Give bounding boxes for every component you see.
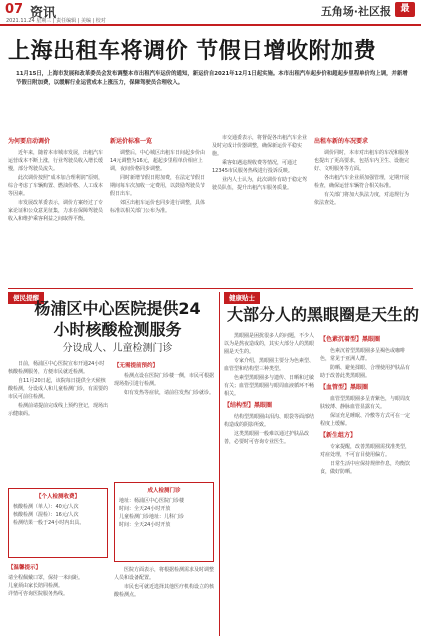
story2-paragraph: 日前，杨浦区中心医院宣布开通24小时核酸检测服务，方便市民就近检测。 xyxy=(8,361,105,375)
main-headline: 上海出租车将调价 节假日增收附加费 xyxy=(8,39,377,64)
story1-column-1 xyxy=(8,134,106,286)
story3-paragraph: 保证充足睡眠、冷敷等方式可在一定程度上缓解。 xyxy=(320,413,411,427)
story1-column-2 xyxy=(110,134,208,286)
lead-paragraph: 11月15日，上海市发展和改革委员会发布调整本市出租汽车运价的通知，新运价自2021年12月1日起实施。本市出租汽车起步价和超起步里程单价均上调，并新增节假日附加费，以缓解行业运营成本上涨压力，保障驾驶员合理收入。 xyxy=(16,71,408,86)
clinic-box-line: 地址：杨浦区中心医院门诊楼 xyxy=(119,498,185,504)
masthead-meta: 2021.11.24 星期三 | 责任编辑 | 美编 | 校对 xyxy=(6,18,106,24)
story2-column-2 xyxy=(114,360,214,400)
page-number: 07 xyxy=(5,2,24,17)
story1-column-4 xyxy=(314,134,413,286)
clinic-box-line: 时间：全天24小时开放 xyxy=(119,522,171,528)
price-box-line: 核酸检测（混检）：16元/人次 xyxy=(13,512,79,518)
story1-paragraph: 同时新增节假日附加费，在法定节假日期间每车次加收一定费用，以鼓励驾驶员节假日出车。 xyxy=(110,175,206,197)
story2-tips xyxy=(8,562,108,634)
story2-paragraph: 检测点设在医院门诊楼一侧，市民可根据现场指引进行检测。 xyxy=(114,373,214,387)
brand-seal: 最 xyxy=(395,2,415,17)
story1-subhead-1: 为何要启动调价 xyxy=(8,138,51,145)
price-box-line: 核酸检测（单人）：40元/人次 xyxy=(13,504,79,510)
story2-paragraph: 自11月20日起，该院每日提供全天候核酸检测，分设成人和儿童检测门诊，有需要的市民可前往检测。 xyxy=(8,378,108,400)
tips-line: 详情可咨询医院服务热线。 xyxy=(8,591,69,597)
price-box-title: 【个人检测收费】 xyxy=(35,494,80,500)
story3-paragraph: 色素型黑眼圈多与遗传、日晒和过敏有关；血管型黑眼圈与眼周血液循环不畅相关。 xyxy=(224,375,315,397)
story1-paragraph: 近年来，随着本市城市发展，出租汽车运营成本不断上涨，行业驾驶员收入增长缓慢，部分驾驶员流失。 xyxy=(8,150,104,172)
story3-subhead: 【色素沉着型】黑眼圈 xyxy=(320,336,381,343)
story2-clinic-box xyxy=(114,482,214,562)
story3-section-bar: 健康贴士 xyxy=(224,292,260,304)
column-divider xyxy=(219,292,220,636)
story3-paragraph: 黑眼圈是困扰很多人的问题，不少人以为是熬夜造成的，其实大部分人的黑眼圈是天生的。 xyxy=(224,333,315,355)
tips-line: 儿童须由家长陪同检测。 xyxy=(8,583,64,589)
story1-paragraph: 调价同时，本市对出租车的车况和服务也提出了更高要求，包括车内卫生、设施完好、文明服务等方面。 xyxy=(314,150,410,172)
price-box-line: 检测结果一般于24小时内出具。 xyxy=(13,520,85,526)
story1-subhead-3: 出租车新的车况要求 xyxy=(314,138,369,145)
clinic-box-line: 儿童检测门诊地址：儿科门诊 xyxy=(119,514,185,520)
story1-paragraph: 此次调价按照“成本加合理利润”原则，综合考虑了车辆购置、燃油价格、人工成本等因素。 xyxy=(8,175,104,197)
clinic-box-line: 时间：全天24小时开放 xyxy=(119,506,171,512)
section-divider xyxy=(8,288,413,289)
story3-headline: 大部分人的黑眼圈是天生的 xyxy=(227,305,420,324)
story3-paragraph: 日常生活中应保持规律作息，均衡饮食，做好防晒。 xyxy=(320,461,411,475)
story1-paragraph: 有关部门将加大执法力度，对违规行为依法查处。 xyxy=(314,192,410,206)
story3-paragraph: 血管型黑眼圈多呈青紫色，与眼周皮肤较薄、静脉血管显露有关。 xyxy=(320,396,411,410)
clinic-box-title: 成人检测门诊 xyxy=(147,488,181,494)
newspaper-brand: 五角场·社区报 xyxy=(320,5,391,18)
story3-paragraph: 专家提醒，改善黑眼圈需找准类型，对症处理，不可盲目使用偏方。 xyxy=(320,444,411,458)
story3-subhead: 【新生组方】 xyxy=(320,432,357,439)
story3-paragraph: 结构型黑眼圈由泪沟、眼袋等面部结构造成的阴影所致。 xyxy=(224,414,315,428)
story2-paragraph: 市民也可就近选择其他医疗机构设立的核酸检测点。 xyxy=(114,584,214,598)
story2-tag: 【无需提前预约】 xyxy=(114,363,159,369)
story1-paragraph: 市发展改革委表示，调价方案经过了专家论证和公众意见征集，力求在保障驾驶员收入和维护乘客利益之间取得平衡。 xyxy=(8,200,104,222)
story3-paragraph: 专家介绍，黑眼圈主要分为色素型、血管型和结构型三种类型。 xyxy=(224,358,315,372)
story3-column-1 xyxy=(224,332,316,632)
section-name: 资讯 xyxy=(30,6,57,21)
story1-column-3 xyxy=(212,134,310,286)
story2-paragraph: 检测前请提前完成线上预约登记，现场出示健康码。 xyxy=(8,403,108,417)
story1-paragraph: 各出租汽车企业须加强管理，定期开展检查，确保运营车辆符合相关标准。 xyxy=(314,175,410,189)
story1-paragraph: 乘客如遇违规收费等情况，可通过12345市民服务热线进行投诉反映。 xyxy=(212,160,298,174)
story2-column-1 xyxy=(8,360,108,485)
tips-title: 【温馨提示】 xyxy=(8,565,42,571)
story2-paragraph: 医院方面表示，将根据检测需求及时调整人员和设备配置。 xyxy=(114,567,214,581)
story2-subheadline: 分设成人、儿童检测门诊 xyxy=(62,343,173,354)
story3-paragraph: 防晒、避免揉眼、合理使用护肤品有助于改善此类黑眼圈。 xyxy=(320,365,411,379)
story3-subhead: 【血管型】黑眼圈 xyxy=(320,384,369,391)
story1-subhead-2: 新运价标准一览 xyxy=(110,138,153,145)
story3-subhead: 【结构型】黑眼圈 xyxy=(224,402,273,409)
story3-paragraph: 这类黑眼圈一般难以通过护肤品改善，必要时可咨询专业医生。 xyxy=(224,431,310,445)
story1-paragraph: 业内人士认为，此次调价有助于稳定驾驶员队伍，提升出租汽车服务质量。 xyxy=(212,177,308,191)
story1-paragraph: 郊区出租车运价也同步进行调整，具体标准以相关部门公布为准。 xyxy=(110,200,206,214)
story3-column-2 xyxy=(320,332,413,632)
story2-headline: 杨浦区中心医院提供24小时核酸检测服务 xyxy=(34,299,201,339)
tips-line: 请全程佩戴口罩，保持一米间距。 xyxy=(8,575,84,581)
story1-paragraph: 调整后，中心城区出租车日间起步价由14元调整为16元，超起步里程单价相应上调，夜间价格同步调整。 xyxy=(110,150,206,172)
story3-paragraph: 色素沉着型黑眼圈多呈褐色或咖啡色，常见于亚洲人群。 xyxy=(320,348,406,362)
story1-paragraph: 市交通委表示，将督促各出租汽车企业及时完成计价器调整，确保新运价平稳实施。 xyxy=(212,135,308,157)
story2-paragraph: 如有发热等症状，请前往发热门诊就诊。 xyxy=(124,390,214,396)
story2-section-bar: 便民提醒 xyxy=(8,292,44,304)
story2-column-2b xyxy=(114,566,214,634)
story2-price-box xyxy=(8,488,108,558)
masthead xyxy=(0,0,421,26)
